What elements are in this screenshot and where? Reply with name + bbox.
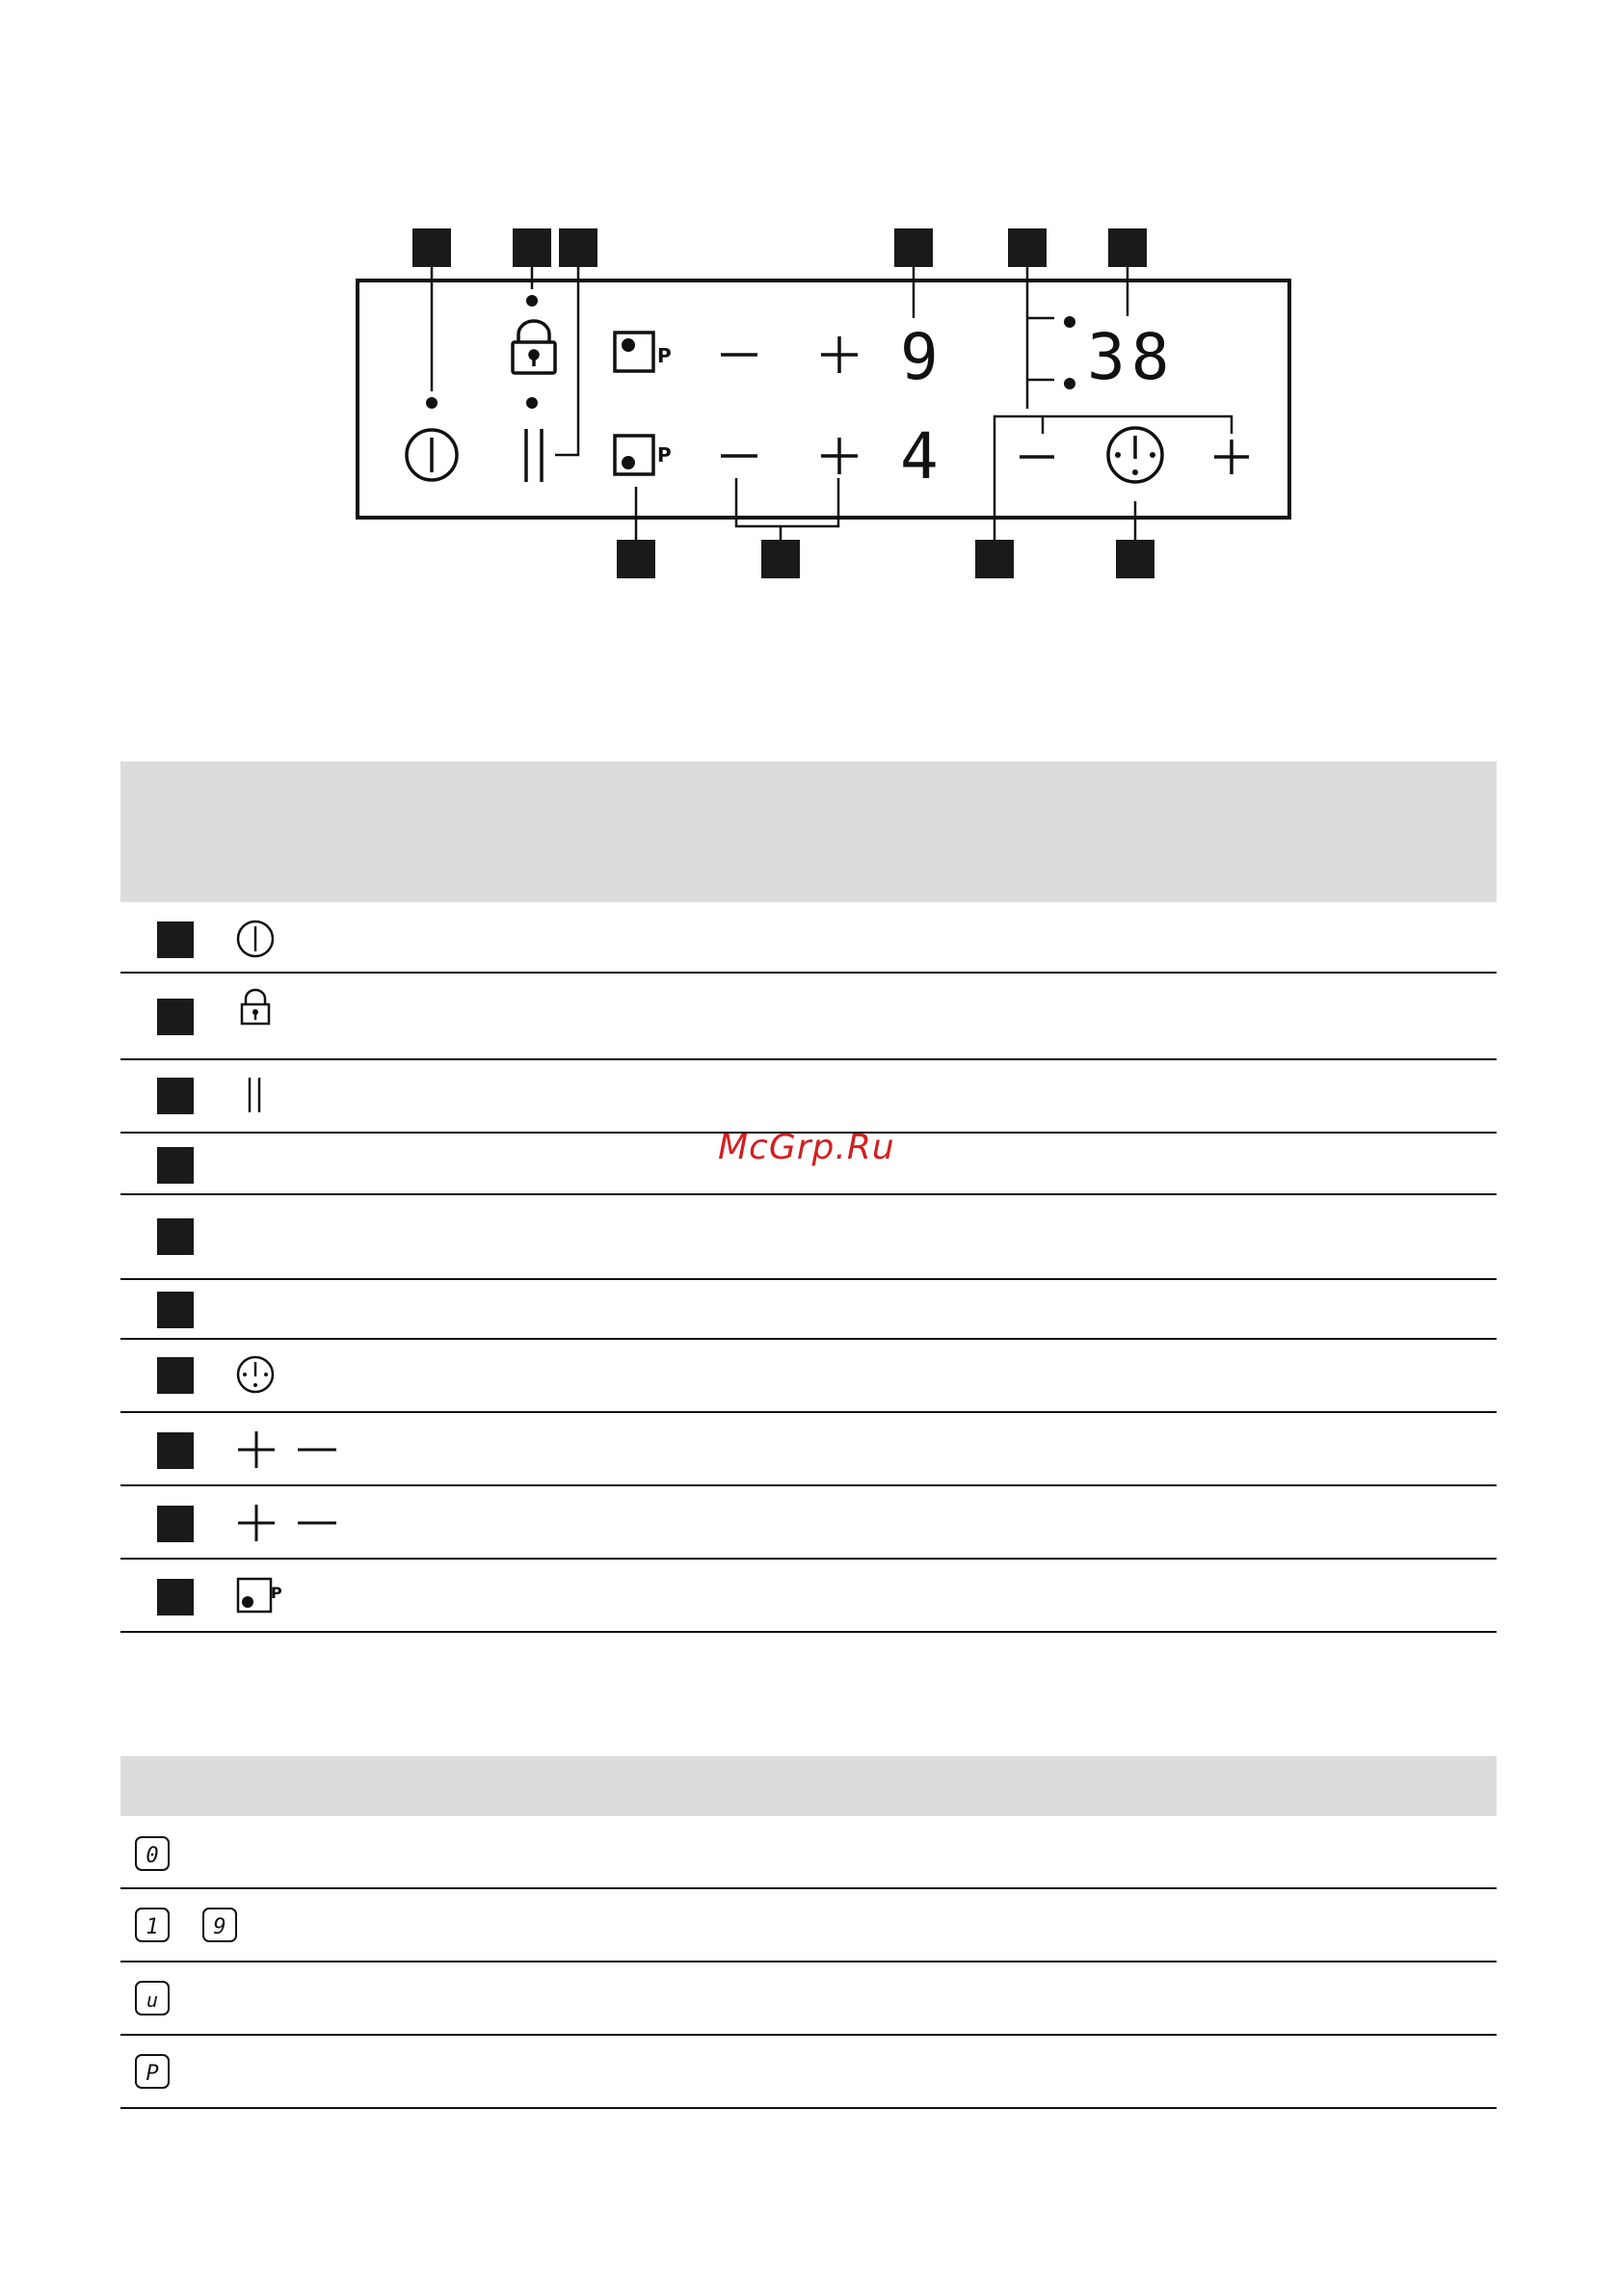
display-symbol-p [132,2051,176,2092]
pause-icon[interactable] [526,429,542,482]
svg-text:0: 0 [146,1844,159,1868]
watermark: McGrp.Ru [718,1128,895,1167]
row-marker [157,1357,194,1394]
row-marker [157,1579,194,1615]
table-header [120,1756,1497,1816]
svg-text:u: u [146,1989,159,2012]
timer-plus-button[interactable] [1214,440,1249,474]
row-marker [157,999,194,1035]
display-table [120,1756,1497,2109]
callout-marker [1108,228,1147,267]
table-row [120,1060,1497,1134]
zone-p-icon [234,1573,292,1617]
zone-plus-button[interactable] [821,336,858,373]
lock-icon[interactable] [513,321,555,373]
table-row [120,1340,1497,1413]
display-symbol-1-9 [132,1905,248,1945]
plus-minus-icon [234,1428,340,1471]
row-marker [157,1218,194,1255]
table-row [120,1195,1497,1280]
svg-text:P: P [146,2062,159,2086]
power-icon[interactable] [407,430,457,480]
table-header [120,761,1497,902]
callout-marker [559,228,597,267]
table-row [120,2036,1497,2109]
power-icon [234,918,277,960]
table-row [120,1486,1497,1560]
timer-display: 38 [1087,320,1176,394]
row-marker [157,1432,194,1469]
callout-marker [513,228,551,267]
panel-frame [358,280,1289,518]
callout-marker [894,228,933,267]
row-marker [157,1506,194,1542]
table-row [120,1413,1497,1486]
zone-p-icon[interactable] [615,436,672,474]
svg-text:9: 9 [213,1915,226,1939]
zone-display: 4 [900,419,939,494]
callout-marker [1008,228,1047,267]
table-row [120,1889,1497,1962]
display-symbol-0 [132,1833,176,1874]
row-marker [157,1147,194,1184]
plus-minus-icon [234,1502,340,1544]
zone-p-icon[interactable] [615,333,672,371]
callout-marker [412,228,451,267]
row-marker [157,1292,194,1328]
svg-text:P: P [657,344,672,367]
table-row [120,1816,1497,1889]
row-marker [157,1078,194,1114]
callout-marker [975,540,1014,578]
zone-display: 9 [900,320,939,394]
row-marker [157,921,194,958]
callout-marker [617,540,655,578]
table-row [120,974,1497,1060]
lock-icon [234,985,277,1029]
table-row [120,1962,1497,2036]
zone-plus-button[interactable] [821,438,858,474]
table-row [120,1560,1497,1633]
svg-text:P: P [271,1584,282,1602]
table-row [120,902,1497,974]
pause-icon [234,1074,277,1116]
control-panel-diagram [0,0,1618,617]
table-row [120,1280,1497,1340]
symbols-table [120,761,1497,1633]
callout-marker [761,540,800,578]
svg-text:1: 1 [146,1915,159,1939]
svg-text:P: P [657,443,672,467]
timer-icon [234,1353,279,1398]
display-symbol-u [132,1978,176,2018]
callout-marker [1116,540,1154,578]
